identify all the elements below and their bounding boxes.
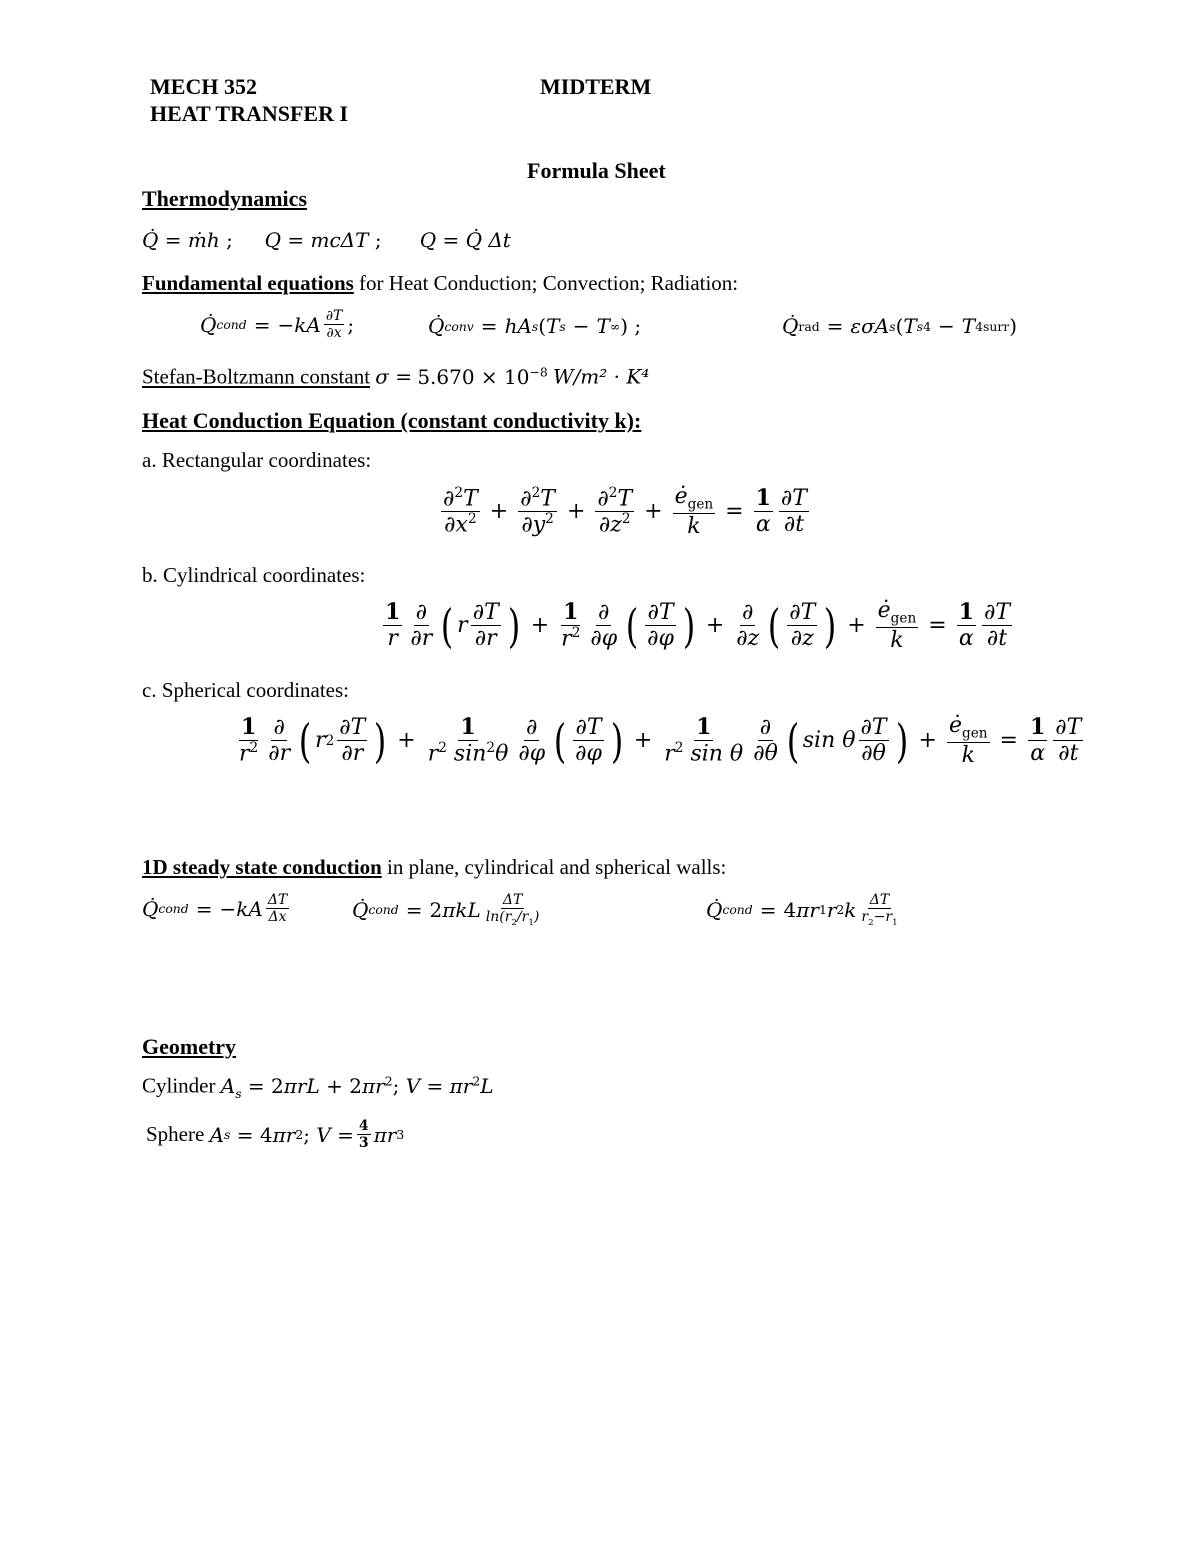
fundamental-line [142,271,738,296]
rectangular-label: a. Rectangular coordinates: [142,448,372,472]
course-subject: HEAT TRANSFER I [150,101,349,126]
fundamental-heading: Fundamental equations [142,271,354,295]
course-code: MECH 352 [150,74,257,99]
cylindrical-equation: 1 r ∂ ∂r ( r ∂T ∂r ) + $\frac{1}{r^2}$ ∂ ∂φ ( ∂T ∂φ ) + ∂ ∂z ( ∂T ∂z ) + $ė_{gen}$ k = $\frac{1}{\alpha}$ ∂T ∂t [385,598,1011,654]
stefan-line [142,364,649,390]
geometry-heading: Geometry [142,1034,237,1059]
sphere-label: Sphere [146,1122,205,1147]
spherical-wall-eq: Q̇ cond = 4 πr 1 r 2 k ΔT $r_2-r_1$ [706,892,898,928]
steady-heading: 1D steady state conduction [142,855,382,879]
fundamental-rest: for Heat Conduction; Convection; Radiation: [353,271,739,295]
cylinder-line [142,1073,494,1101]
exam-type: MIDTERM [540,74,652,99]
cylinder-formula: $A_s = 2\pi rL + 2\pi r^2$; $V = \pi r^2L$ [220,1073,494,1101]
document-title: Formula Sheet [527,158,666,183]
sphere-line [146,1118,404,1151]
stefan-label: Stefan-Boltzmann constant [142,364,371,389]
thermodynamics-equations: Q̇ = ṁh ; Q = mcΔT ; Q = Q̇ Δt [142,228,511,252]
plane-wall-eq: Q̇ cond = −kA $\frac{\Delta T}{\Delta x}$ [142,892,288,926]
steady-line [142,855,726,880]
conduction-equation-heading: Heat Conduction Equation (constant conductivity k): [142,408,642,433]
stefan-value: $5.670 \times 10^{-8}$ [417,364,548,389]
steady-rest: in plane, cylindrical and spherical walls: [381,855,727,879]
radiation-fundamental-eq: Q̇ rad = εσA s ( T s 4 − T 4 surr ) [782,314,1018,338]
stefan-units: W/m² · K⁴ [553,364,650,389]
spherical-label: c. Spherical coordinates: [142,678,350,702]
thermodynamics-heading: Thermodynamics [142,186,307,211]
sigma-symbol: σ = [375,364,413,389]
cylinder-label: Cylinder [142,1073,216,1098]
rectangular-equation: ∂$^2$T $\partial x^2$ + $\frac{\partial^2T}{\partial y^2}$ + $\frac{\partial^2T}{\partial z^2}$ + $ė_{gen}$ k = $\frac{1}{\alpha}$ ∂T ∂t [443,484,807,540]
convection-fundamental-eq: Q̇ conv = hA s ( T s − T ∞ ) ; [428,314,642,338]
cylindrical-label: b. Cylindrical coordinates: [142,563,366,587]
spherical-equation: 1 $r^2$ ∂ ∂r ( r 2 ∂T ∂r ) + $\frac{1}{r^2 \sin^2\theta}$ ∂ ∂φ ( ∂T ∂φ ) + $\frac{1}{r^2 \sin \theta}$ ∂ ∂θ ( sin θ ∂T ∂θ ) + $ė_{gen}$ k = $\frac{1}{\alpha}$ ∂T ∂t [239,713,1082,769]
conduction-fundamental-eq: Q̇ cond = −kA $\frac{\partial T}{\partial x}$ ; [200,308,355,342]
cylindrical-wall-eq: Q̇ cond = 2 πkL ΔT $\ln(r_2/r_1)$ [352,892,540,928]
sphere-formula: A s = 4 πr 2 ; V = $\frac{4}{3}$ πr 3 [209,1118,405,1152]
